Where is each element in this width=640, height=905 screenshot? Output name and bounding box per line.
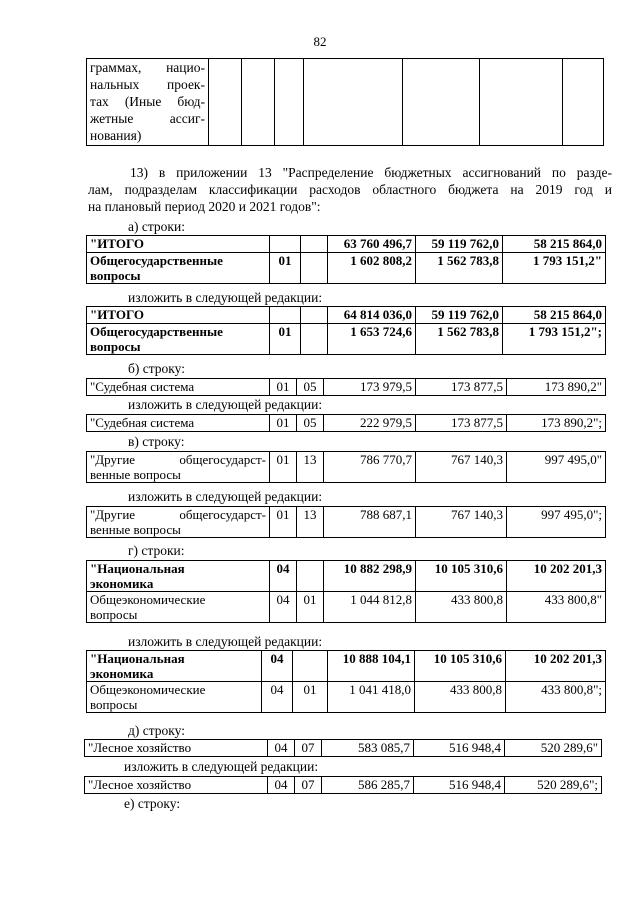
table-row: Общеэкономические вопросы 04 01 1 044 812,8 433 800,8 433 800,8" <box>87 592 606 623</box>
table-court-old <box>86 378 606 396</box>
table-economy-new <box>86 650 606 713</box>
table-row: Общегосударственные вопросы 01 1 653 724,6 1 562 783,8 1 793 151,2"; <box>87 324 606 355</box>
label-e: е) строку: <box>124 796 181 811</box>
table-court-new <box>86 414 606 432</box>
table-row: "Лесное хозяйство 04 07 586 285,7 516 948,4 520 289,6"; <box>85 777 602 794</box>
table-row: Общеэкономические вопросы 04 01 1 041 418,0 433 800,8 433 800,8"; <box>87 682 606 713</box>
label-replace-2: изложить в следующей редакции: <box>128 397 323 412</box>
label-g: г) строки: <box>128 543 185 558</box>
empty-cell <box>242 59 275 146</box>
empty-cell <box>403 59 480 146</box>
table-row: "Национальная экономика 04 10 882 298,9 10 105 310,6 10 202 201,3 <box>87 561 606 592</box>
empty-cell <box>304 59 403 146</box>
label-d: д) строку: <box>128 723 185 738</box>
label-replace-1: изложить в следующей редакции: <box>128 290 323 305</box>
empty-cell <box>275 59 304 146</box>
table-row: Общегосударственные вопросы 01 1 602 808,2 1 562 783,8 1 793 151,2" <box>87 253 606 284</box>
table-row: "Другие общегосударст- венные вопросы 01 13 786 770,7 767 140,3 997 495,0" <box>87 452 606 483</box>
table-other-old <box>86 451 606 483</box>
label-replace-4: изложить в следующей редакции: <box>128 634 323 649</box>
table-row: "ИТОГО 64 814 036,0 59 119 762,0 58 215 864,0 <box>87 307 606 324</box>
label-v: в) строку: <box>128 434 185 449</box>
table-itogo-new <box>86 306 606 355</box>
table-forestry-new <box>84 776 602 794</box>
table-other-new <box>86 506 606 538</box>
empty-cell <box>563 59 604 146</box>
table-forestry-old <box>84 739 602 757</box>
table-economy-old <box>86 560 606 623</box>
continuation-text: граммах, нацио- нальных проек- тах (Иные бюд- жетные ассиг- нования) <box>87 59 209 146</box>
label-replace-3: изложить в следующей редакции: <box>128 489 323 504</box>
table-row: "Национальная экономика 04 10 888 104,1 10 105 310,6 10 202 201,3 <box>87 651 606 682</box>
label-b: б) строку: <box>128 361 185 376</box>
page-number: 82 <box>313 34 327 49</box>
label-replace-5: изложить в следующей редакции: <box>124 759 319 774</box>
empty-cell <box>209 59 242 146</box>
table-row: "Лесное хозяйство 04 07 583 085,7 516 948,4 520 289,6" <box>85 740 602 757</box>
label-a: а) строки: <box>128 219 185 234</box>
table-row: "Судебная система 01 05 222 979,5 173 877,5 173 890,2"; <box>87 415 606 432</box>
table-row: "ИТОГО 63 760 496,7 59 119 762,0 58 215 864,0 <box>87 236 606 253</box>
table-row: "Судебная система 01 05 173 979,5 173 877,5 173 890,2" <box>87 379 606 396</box>
empty-cell <box>480 59 563 146</box>
continuation-table <box>86 58 604 146</box>
table-itogo-old <box>86 235 606 284</box>
paragraph: 13) в приложении 13 "Распределение бюджетных ассигнований по разде- лам, подразделам классификации расходов областного бюджета на 2019 год и на плановый период 2020 и 2021 годов": <box>88 165 612 214</box>
table-row: "Другие общегосударст- венные вопросы 01 13 788 687,1 767 140,3 997 495,0"; <box>87 507 606 538</box>
